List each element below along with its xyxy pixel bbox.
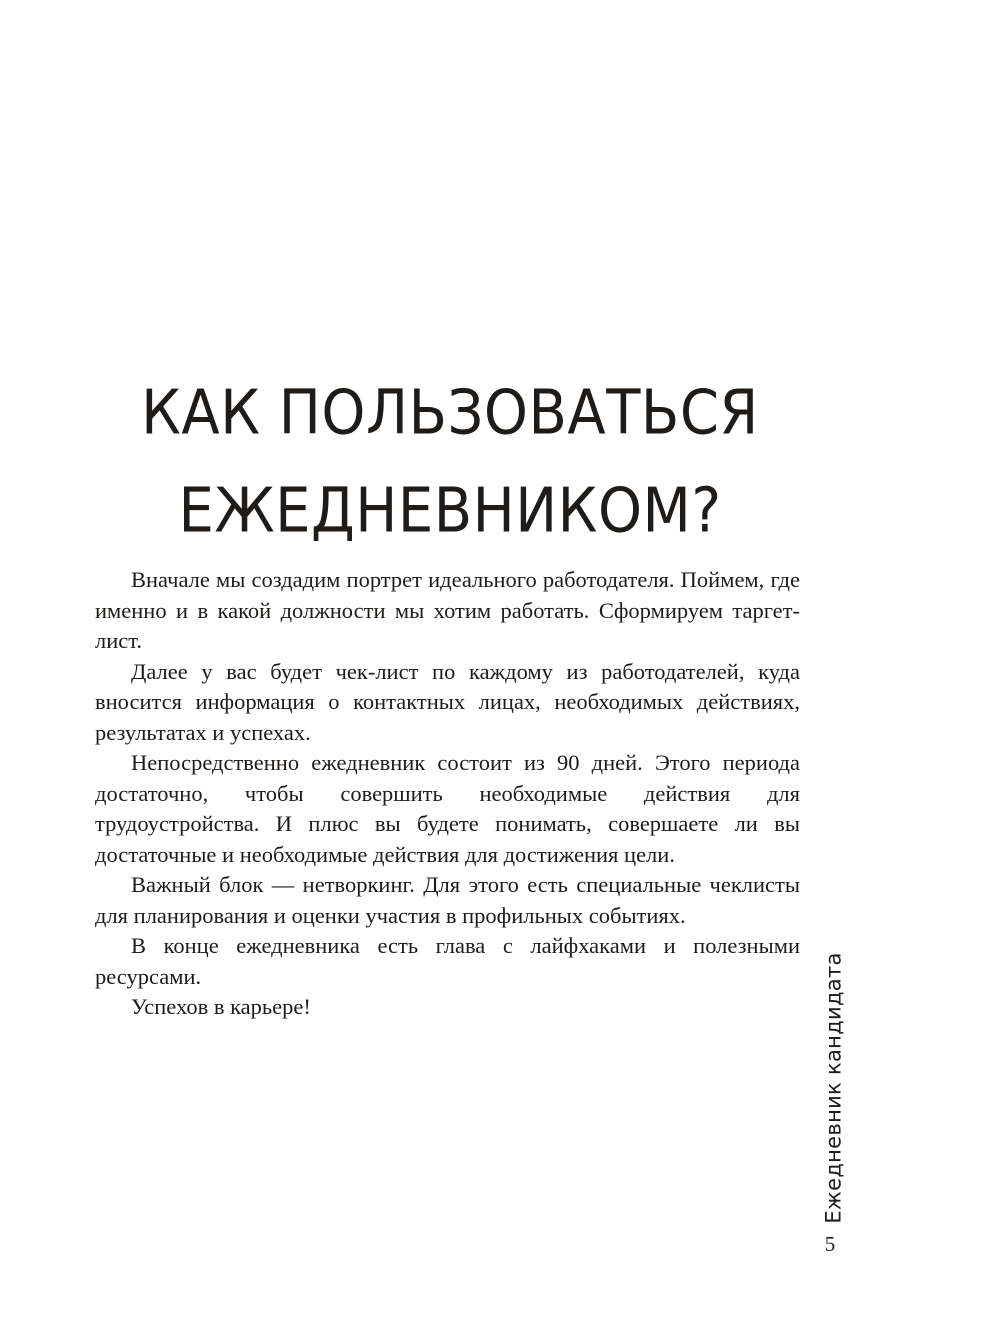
body-text (95, 565, 800, 1023)
running-title-text: Ежедневник кандидата (822, 951, 846, 1224)
page-number: 5 (824, 1232, 836, 1256)
paragraph: Вначале мы создадим портрет идеального работодателя. Поймем, где именно и в какой должности мы хотим работать. Сформируем таргет-лист. (95, 567, 800, 653)
page-title-line-2: ЕЖЕДНЕВНИКОМ? (178, 475, 722, 547)
paragraph: В конце ежедневника есть глава с лайфхаками и полезными ресурсами. (95, 933, 800, 989)
paragraph: Далее у вас будет чек-лист по каждому из работодателей, куда вносится информация о контактных лицах, необходимых действиях, результатах и успехах. (95, 658, 800, 745)
paragraph: Важный блок — нетворкинг. Для этого есть специальные чеклисты для планирования и оценки участия в профильных событиях. (95, 872, 800, 928)
running-title (814, 951, 854, 1224)
paragraph: Непосредственно ежедневник состоит из 90 дней. Этого периода достаточно, чтобы совершить необходимые действия для трудоустройства. И плюс вы будете понимать, совершаете ли вы достаточные и необходимые действия для достижения цели. (95, 750, 800, 867)
paragraph: Успехов в карьере! (131, 994, 311, 1019)
page-title-line-1: КАК ПОЛЬЗОВАТЬСЯ (141, 377, 759, 449)
